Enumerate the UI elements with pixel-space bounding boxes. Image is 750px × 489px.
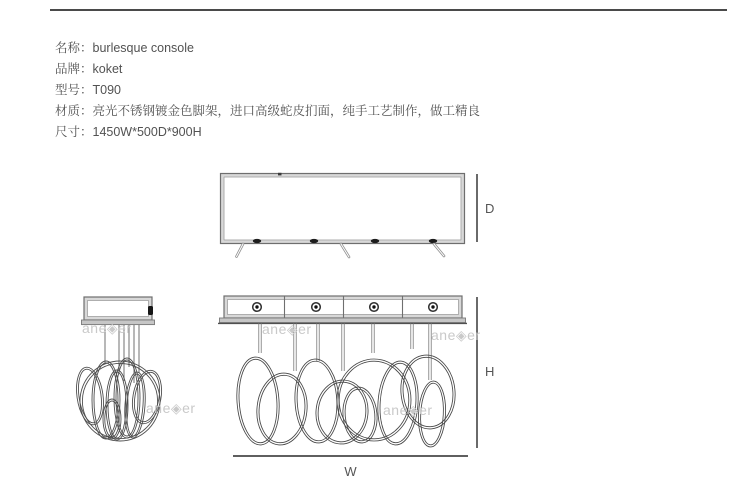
height-dimension-line [476, 297, 478, 448]
product-specs [55, 38, 705, 143]
spec-line-model: 型号：T090 [55, 83, 121, 97]
top-divider [50, 9, 727, 11]
watermark: ane◈er [262, 321, 312, 337]
watermark: ane◈er [82, 320, 132, 336]
spec-line-name: 名称：burlesque console [55, 41, 194, 55]
width-dimension-label: W [344, 464, 357, 479]
depth-dimension-line [476, 174, 478, 242]
watermark: ane◈er [431, 327, 481, 343]
spec-line-material: 材质：亮光不锈钢镀金色脚架，进口高级蛇皮扪面，纯手工艺制作，做工精良 [55, 104, 481, 118]
top-view-drawing [218, 171, 480, 263]
side-view-drawing [68, 293, 172, 457]
watermark: ane◈er [383, 402, 433, 418]
height-dimension-label: H [485, 364, 495, 379]
front-view-drawing [218, 291, 470, 457]
watermark: ane◈er [146, 400, 196, 416]
width-dimension-line [233, 455, 468, 457]
spec-line-size: 尺寸：1450W*500D*900H [55, 125, 202, 139]
spec-line-brand: 品牌：koket [55, 62, 123, 76]
depth-dimension-label: D [485, 201, 495, 216]
